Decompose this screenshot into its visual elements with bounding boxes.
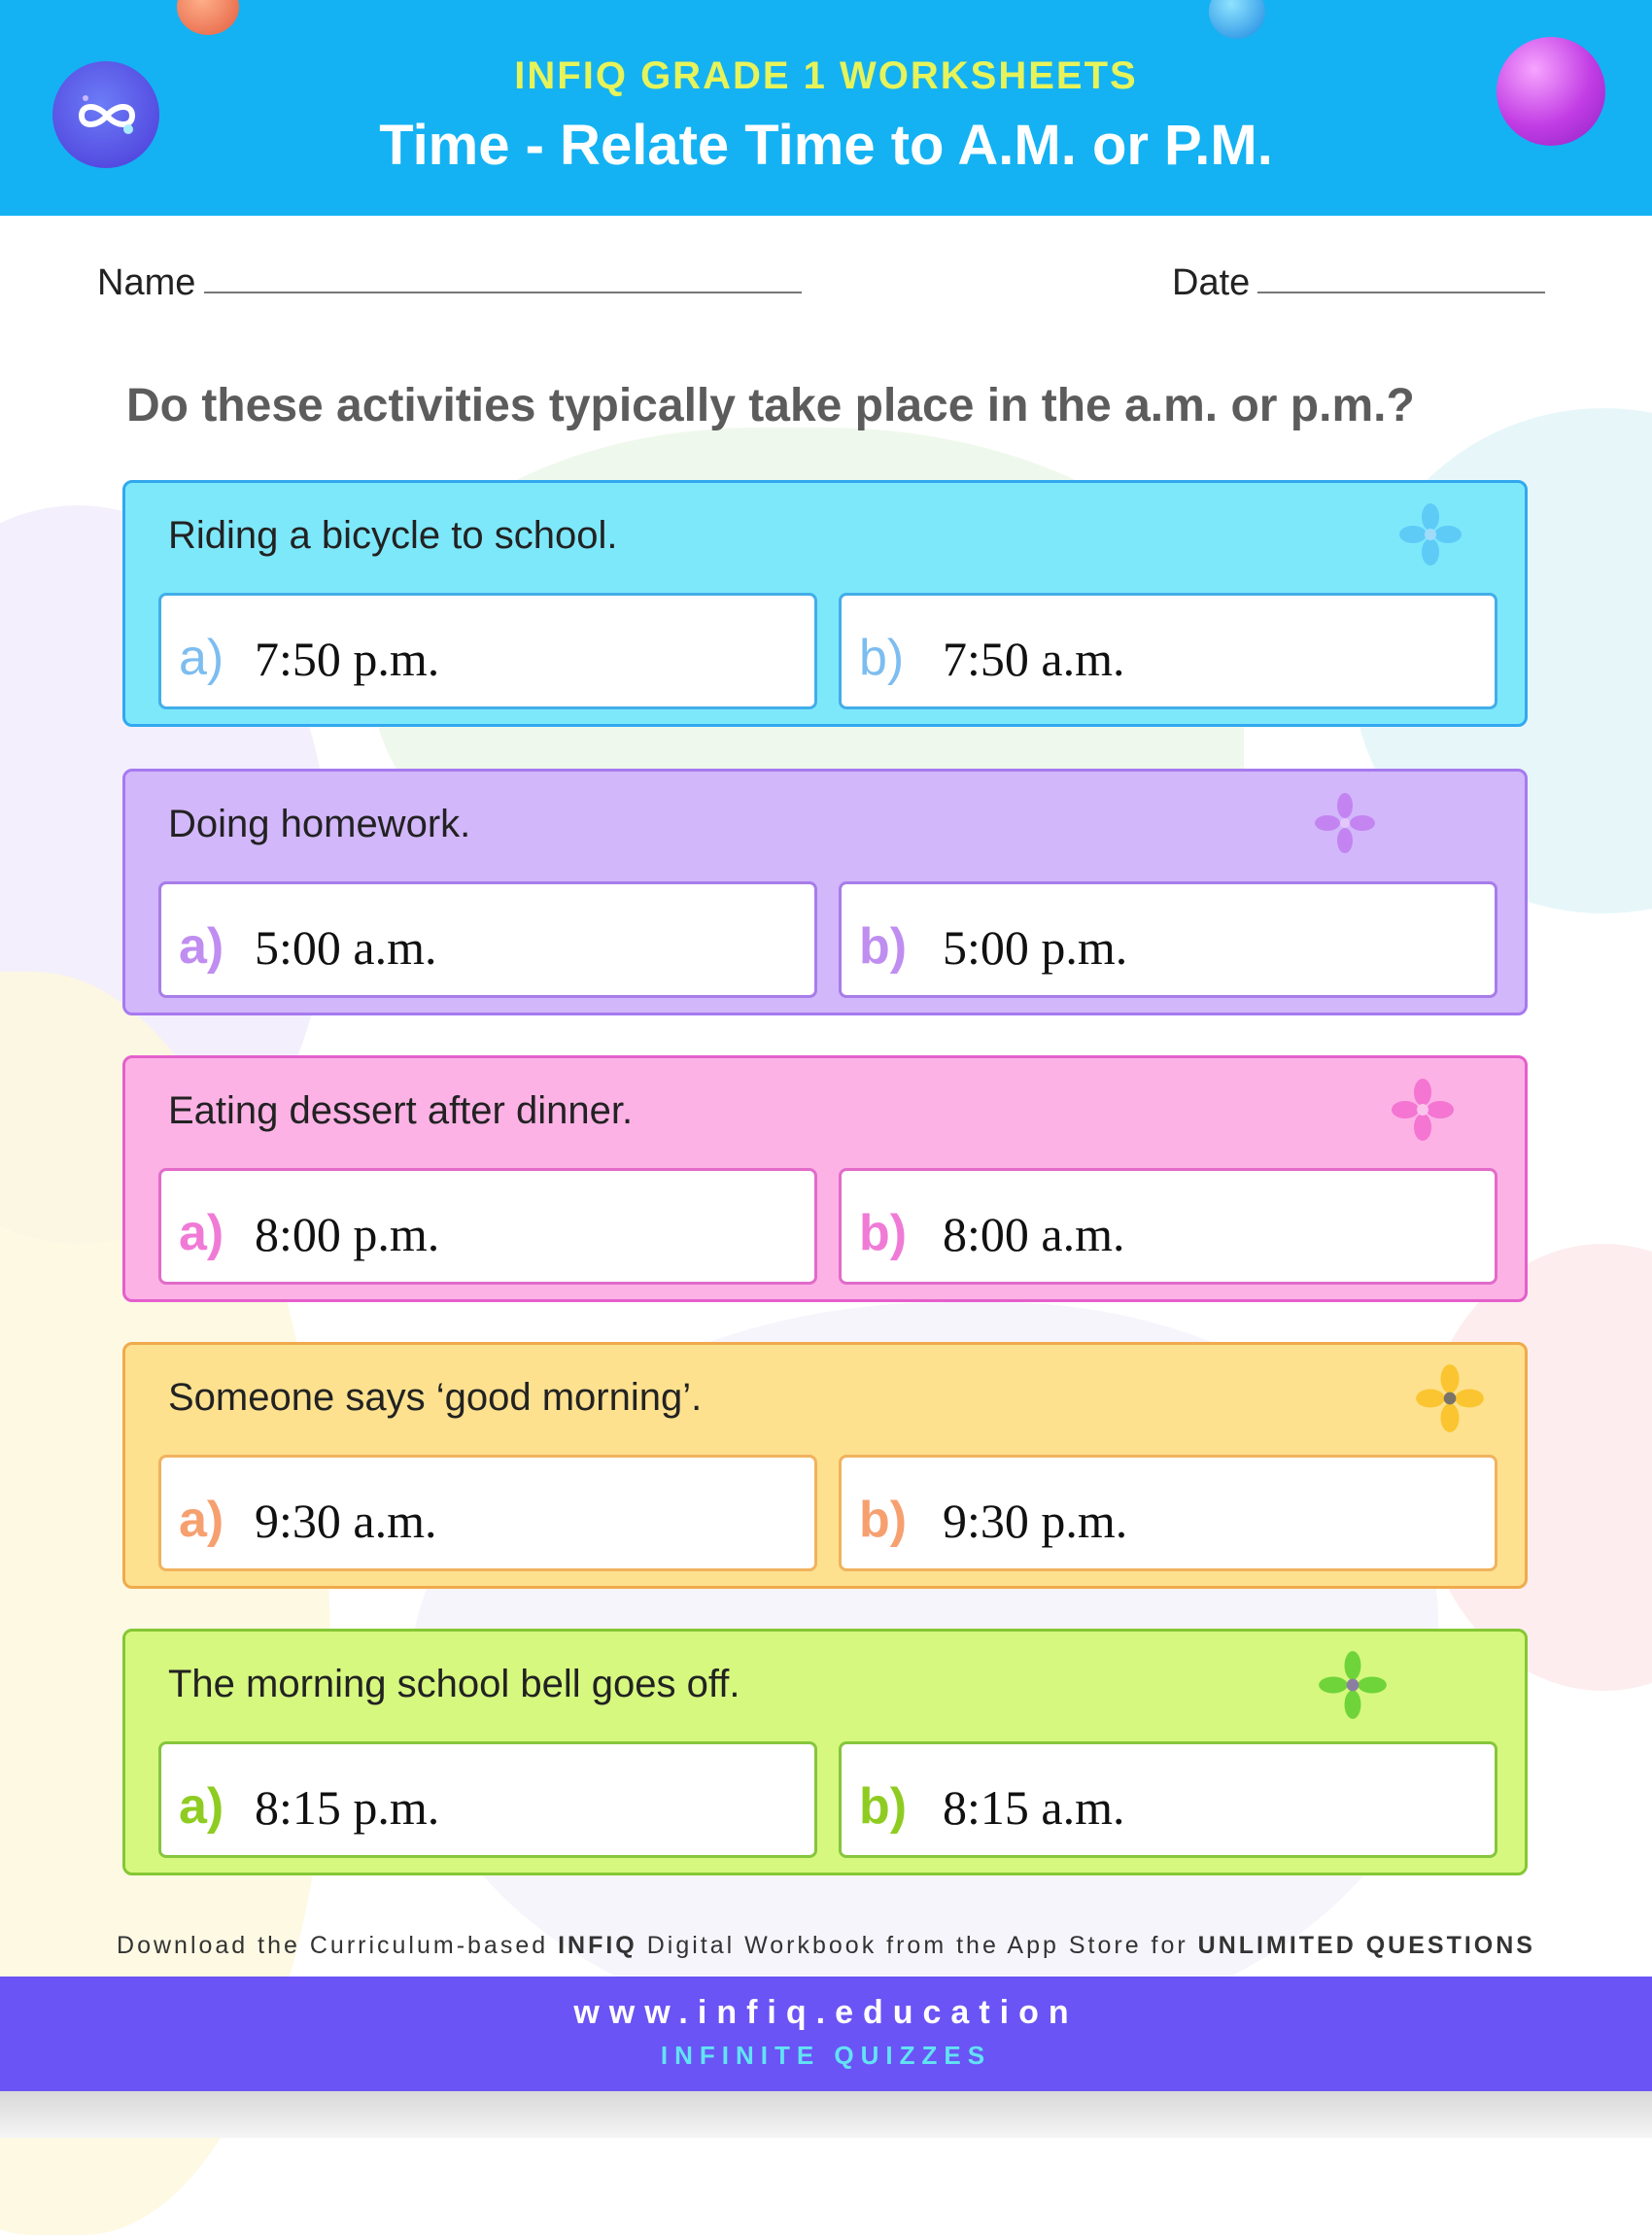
worksheet-footer: [0, 1977, 1652, 2091]
question-card: [122, 769, 1528, 1015]
answer-option-b[interactable]: [839, 1455, 1497, 1571]
footer-tagline: INFINITE QUIZZES: [660, 2041, 992, 2070]
question-card: [122, 1629, 1528, 1875]
option-letter: b): [859, 918, 908, 975]
promo-middle: Digital Workbook from the App Store for: [637, 1932, 1198, 1959]
flower-icon: [1389, 1076, 1457, 1144]
option-letter: b): [859, 1778, 908, 1835]
promo-prefix: Download the Curriculum-based: [117, 1932, 559, 1959]
instruction-text: Do these activities typically take place in the a.m. or p.m.?: [126, 380, 1415, 431]
page-bottom-edge: [0, 2091, 1652, 2138]
answer-option-a[interactable]: [158, 1168, 817, 1285]
option-letter: a): [179, 1778, 224, 1835]
answer-option-a[interactable]: [158, 881, 817, 998]
option-letter: b): [859, 630, 905, 686]
question-prompt: Someone says ‘good morning’.: [168, 1376, 703, 1419]
answer-option-b[interactable]: [839, 593, 1497, 709]
website-link[interactable]: www.infiq.education: [573, 1994, 1079, 2031]
answer-option-b[interactable]: [839, 1168, 1497, 1285]
worksheet-series: INFIQ GRADE 1 WORKSHEETS: [514, 54, 1138, 97]
promo-text: [0, 1932, 1652, 1960]
answer-option-b[interactable]: [839, 881, 1497, 998]
option-value: 5:00 a.m.: [255, 920, 437, 975]
decorative-ball-icon: [1497, 37, 1605, 146]
flower-icon: [1396, 500, 1464, 568]
promo-emphasis: UNLIMITED QUESTIONS: [1197, 1932, 1535, 1959]
question-prompt: Eating dessert after dinner.: [168, 1089, 634, 1132]
answer-option-a[interactable]: [158, 593, 817, 709]
flower-icon: [1311, 789, 1379, 857]
date-field[interactable]: [1257, 292, 1545, 293]
worksheet-header: [0, 0, 1652, 216]
answer-option-a[interactable]: [158, 1741, 817, 1858]
option-value: 7:50 a.m.: [943, 632, 1125, 686]
question-prompt: The morning school bell goes off.: [168, 1663, 740, 1705]
flower-icon: [1317, 1649, 1389, 1721]
question-card: [122, 1342, 1528, 1589]
answer-option-a[interactable]: [158, 1455, 817, 1571]
option-letter: b): [859, 1492, 908, 1548]
flower-icon: [1414, 1362, 1486, 1434]
option-letter: b): [859, 1205, 908, 1261]
question-card: [122, 480, 1528, 727]
name-field[interactable]: [204, 292, 802, 293]
option-letter: a): [179, 1492, 224, 1548]
promo-brand: INFIQ: [558, 1932, 637, 1959]
option-value: 7:50 p.m.: [255, 632, 440, 686]
option-letter: a): [179, 630, 224, 686]
option-value: 8:15 p.m.: [255, 1780, 440, 1835]
option-value: 5:00 p.m.: [943, 920, 1128, 975]
option-value: 9:30 a.m.: [255, 1494, 437, 1548]
question-prompt: Riding a bicycle to school.: [168, 514, 618, 557]
option-value: 8:00 p.m.: [255, 1207, 440, 1261]
option-value: 9:30 p.m.: [943, 1494, 1128, 1548]
option-value: 8:15 a.m.: [943, 1780, 1125, 1835]
option-letter: a): [179, 918, 224, 975]
name-label: Name: [97, 262, 196, 303]
worksheet-title: Time - Relate Time to A.M. or P.M.: [379, 114, 1273, 177]
question-prompt: Doing homework.: [168, 803, 471, 845]
option-value: 8:00 a.m.: [943, 1207, 1125, 1261]
answer-option-b[interactable]: [839, 1741, 1497, 1858]
option-letter: a): [179, 1205, 224, 1261]
question-card: [122, 1055, 1528, 1302]
date-label: Date: [1172, 262, 1251, 303]
